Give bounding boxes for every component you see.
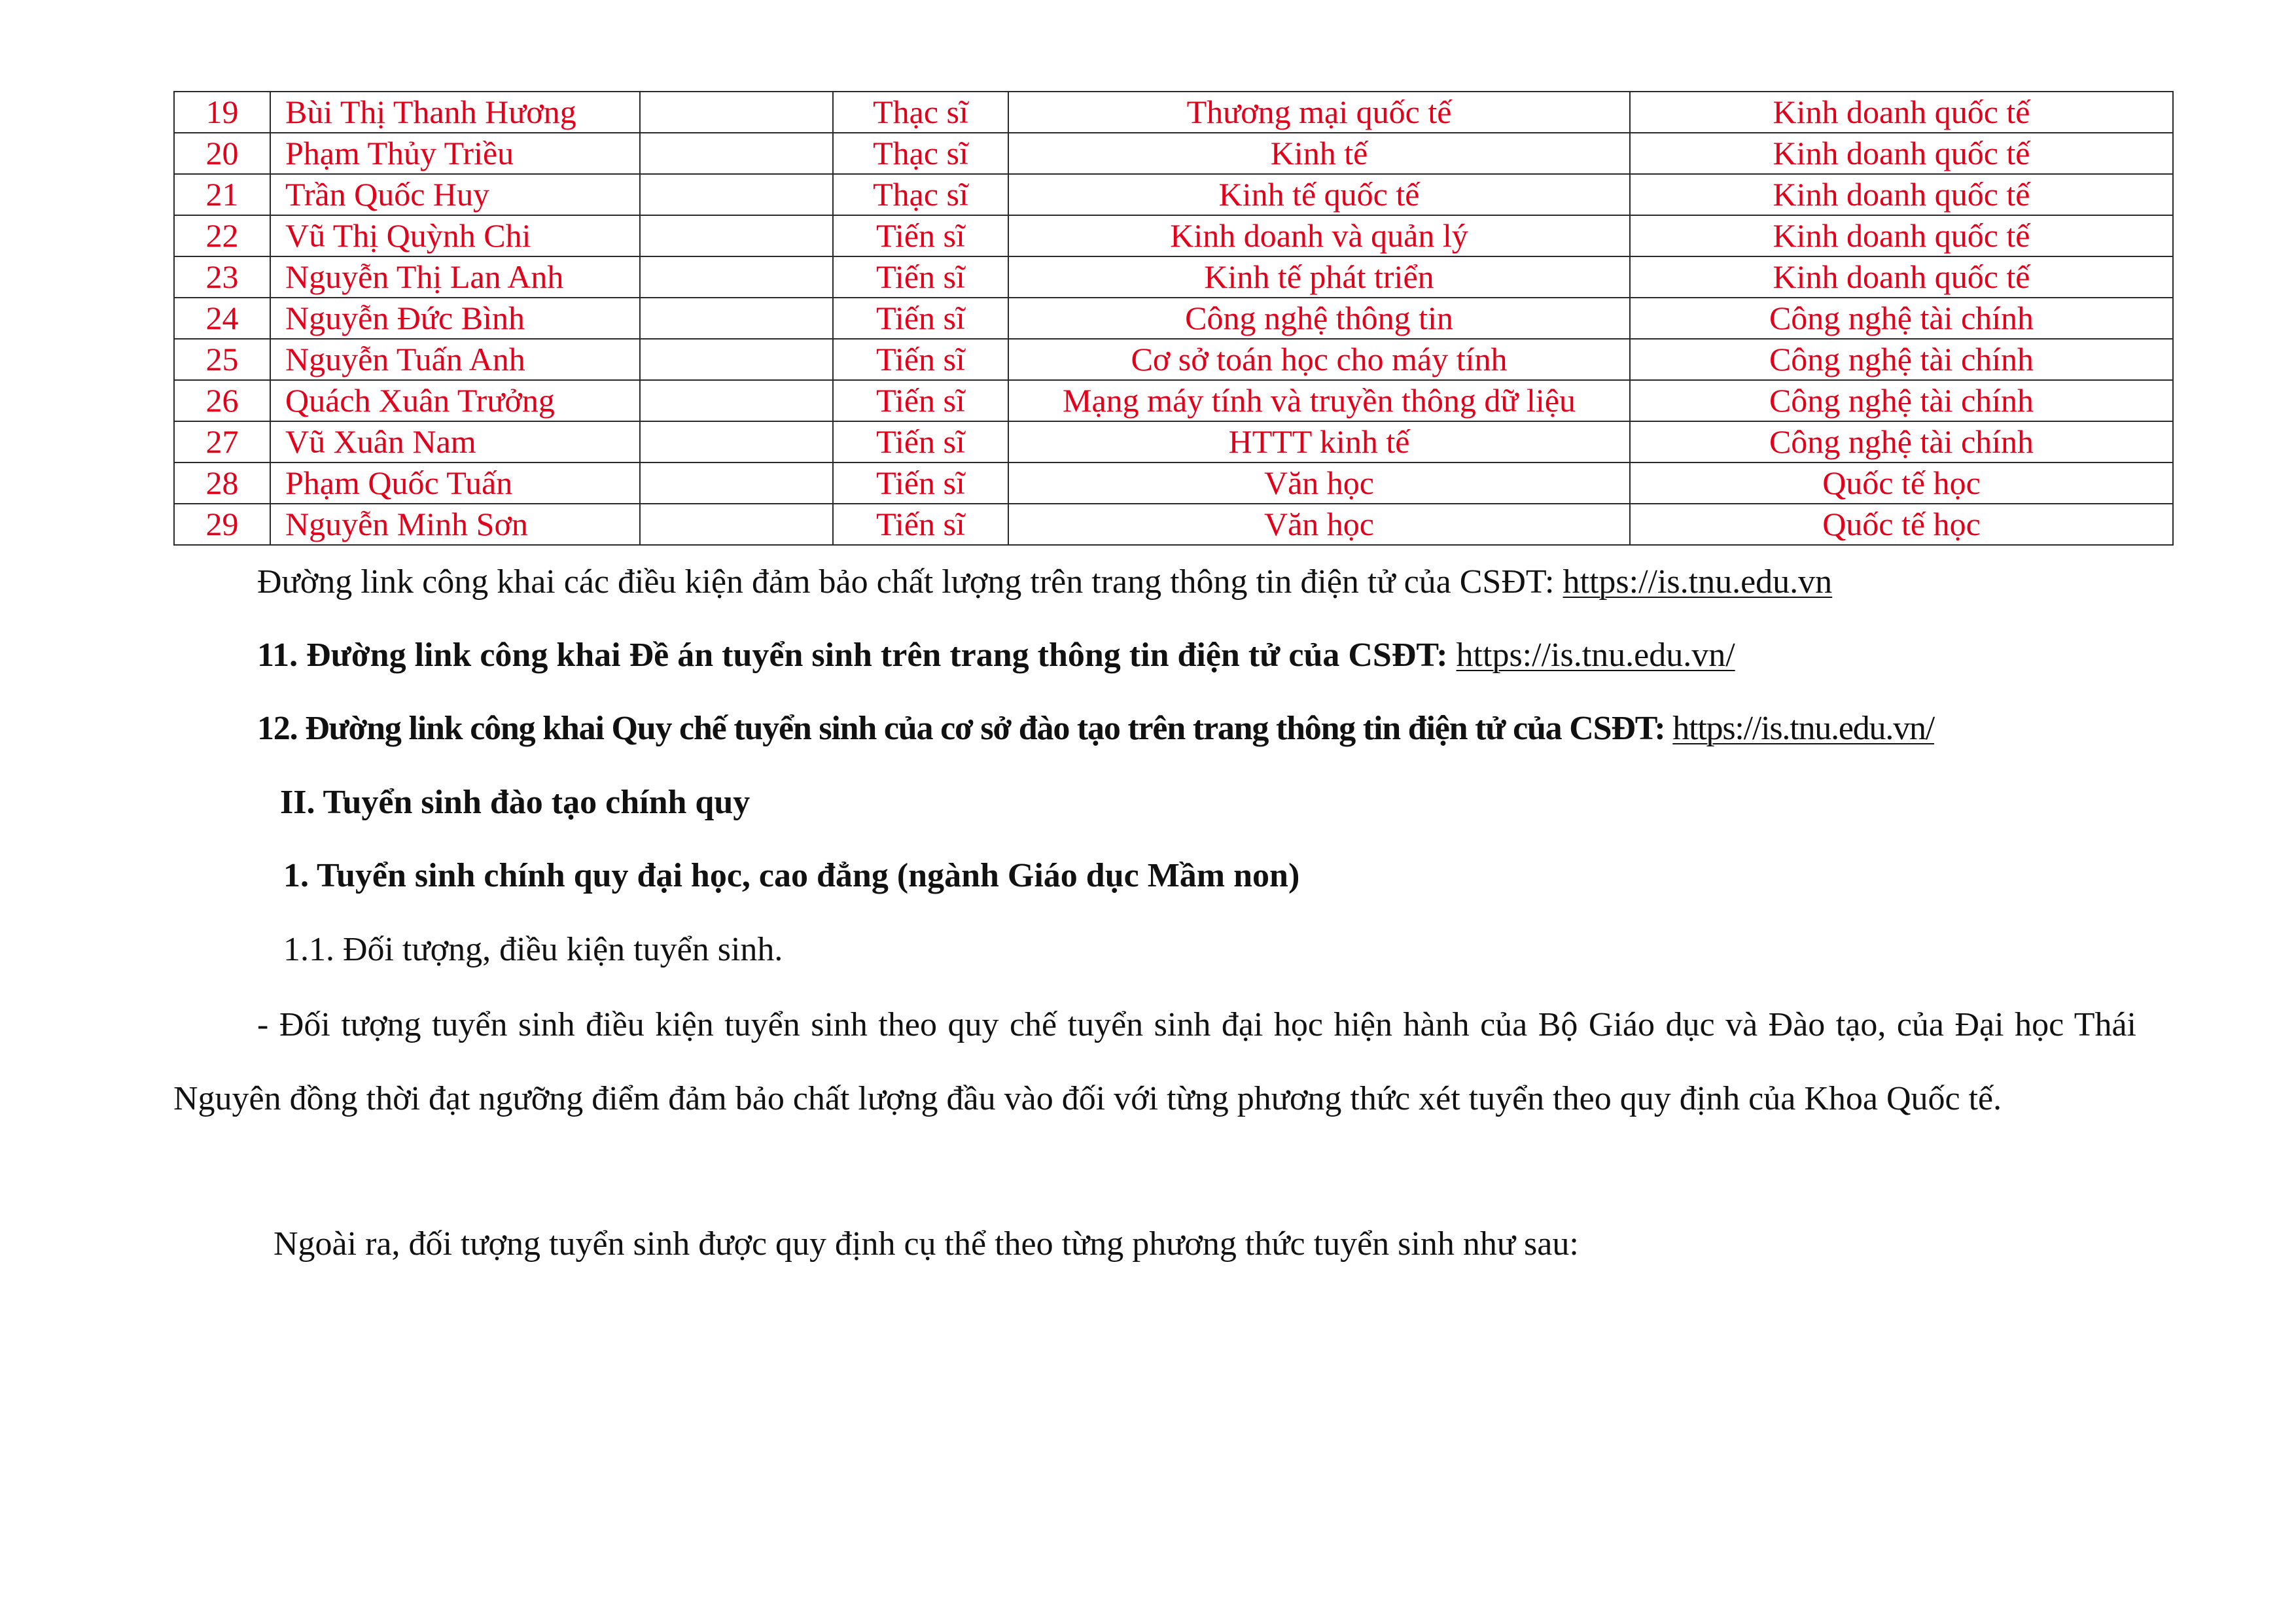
item-12-label: 12. Đường link công khai Quy chế tuyển sinh của cơ sở đào tạo trên trang thông tin điện tử của CSĐT: (257, 710, 1665, 747)
cell-stt: 22 (174, 215, 270, 256)
cell-name: Nguyễn Minh Sơn (270, 504, 640, 545)
cell-major: Mạng máy tính và truyền thông dữ liệu (1008, 380, 1630, 421)
cell-faculty: Kinh doanh quốc tế (1630, 174, 2173, 215)
cell-blank (640, 339, 833, 380)
cell-blank (640, 174, 833, 215)
cell-blank (640, 133, 833, 174)
cell-faculty: Công nghệ tài chính (1630, 380, 2173, 421)
table-row (174, 215, 2173, 256)
cell-blank (640, 462, 833, 504)
item-11-link[interactable]: https://is.tnu.edu.vn/ (1456, 637, 1735, 674)
cell-blank (640, 256, 833, 298)
cell-blank (640, 504, 833, 545)
cell-name: Nguyễn Tuấn Anh (270, 339, 640, 380)
cell-faculty: Quốc tế học (1630, 504, 2173, 545)
cell-name: Nguyễn Thị Lan Anh (270, 256, 640, 298)
cell-degree: Tiến sĩ (833, 215, 1008, 256)
cell-major: Kinh tế (1008, 133, 1630, 174)
paragraph-eligibility: - Đối tượng tuyển sinh điều kiện tuyển sinh theo quy chế tuyển sinh đại học hiện hành của Bộ Giáo dục và Đào tạo, của Đại học Thái Nguyên đồng thời đạt ngưỡng điểm đảm bảo chất lượng đầu vào đối với từng phương thức xét tuyển theo quy định của Khoa Quốc tế. (173, 1006, 2136, 1117)
cell-faculty: Công nghệ tài chính (1630, 339, 2173, 380)
section-2-heading (280, 782, 750, 824)
cell-stt: 28 (174, 462, 270, 504)
cell-degree: Thạc sĩ (833, 92, 1008, 133)
cell-stt: 20 (174, 133, 270, 174)
cell-major: Văn học (1008, 462, 1630, 504)
quality-link-text: Đường link công khai các điều kiện đảm bảo chất lượng trên trang thông tin điện tử của CSĐT: (257, 563, 1563, 601)
staff-table (173, 91, 2174, 546)
staff-table-body (174, 92, 2173, 545)
cell-name: Bùi Thị Thanh Hương (270, 92, 640, 133)
section-2-heading-text: II. Tuyển sinh đào tạo chính quy (280, 784, 751, 821)
cell-major: Kinh tế phát triển (1008, 256, 1630, 298)
cell-degree: Tiến sĩ (833, 462, 1008, 504)
cell-degree: Tiến sĩ (833, 380, 1008, 421)
cell-degree: Tiến sĩ (833, 256, 1008, 298)
cell-major: Văn học (1008, 504, 1630, 545)
cell-stt: 19 (174, 92, 270, 133)
paragraph-additional: Ngoài ra, đối tượng tuyển sinh được quy định cụ thể theo từng phương thức tuyển sinh như sau: (274, 1225, 1579, 1263)
cell-major: HTTT kinh tế (1008, 421, 1630, 462)
table-row (174, 380, 2173, 421)
table-row (174, 339, 2173, 380)
cell-degree: Tiến sĩ (833, 298, 1008, 339)
cell-faculty: Công nghệ tài chính (1630, 421, 2173, 462)
item-11-label: 11. Đường link công khai Đề án tuyển sinh trên trang thông tin điện tử của CSĐT: (257, 637, 1448, 674)
cell-name: Vũ Xuân Nam (270, 421, 640, 462)
table-row (174, 174, 2173, 215)
subsection-1-heading (283, 855, 1299, 897)
cell-stt: 26 (174, 380, 270, 421)
cell-blank (640, 92, 833, 133)
cell-faculty: Kinh doanh quốc tế (1630, 215, 2173, 256)
cell-stt: 29 (174, 504, 270, 545)
cell-major: Cơ sở toán học cho máy tính (1008, 339, 1630, 380)
cell-name: Phạm Quốc Tuấn (270, 462, 640, 504)
table-row (174, 256, 2173, 298)
cell-degree: Tiến sĩ (833, 421, 1008, 462)
quality-link[interactable]: https://is.tnu.edu.vn (1563, 563, 1833, 601)
cell-faculty: Kinh doanh quốc tế (1630, 256, 2173, 298)
cell-faculty: Kinh doanh quốc tế (1630, 92, 2173, 133)
item-12 (257, 708, 1934, 750)
cell-stt: 25 (174, 339, 270, 380)
cell-blank (640, 298, 833, 339)
cell-name: Quách Xuân Trưởng (270, 380, 640, 421)
cell-stt: 21 (174, 174, 270, 215)
item-11 (257, 635, 1735, 676)
cell-major: Thương mại quốc tế (1008, 92, 1630, 133)
table-row (174, 504, 2173, 545)
cell-name: Phạm Thủy Triều (270, 133, 640, 174)
cell-faculty: Công nghệ tài chính (1630, 298, 2173, 339)
item-12-link[interactable]: https://is.tnu.edu.vn/ (1672, 710, 1934, 747)
cell-stt: 27 (174, 421, 270, 462)
cell-name: Trần Quốc Huy (270, 174, 640, 215)
cell-degree: Thạc sĩ (833, 133, 1008, 174)
cell-stt: 24 (174, 298, 270, 339)
table-row (174, 421, 2173, 462)
cell-stt: 23 (174, 256, 270, 298)
cell-major: Kinh tế quốc tế (1008, 174, 1630, 215)
cell-major: Kinh doanh và quản lý (1008, 215, 1630, 256)
cell-faculty: Quốc tế học (1630, 462, 2173, 504)
quality-link-line (257, 561, 1832, 603)
cell-degree: Tiến sĩ (833, 504, 1008, 545)
cell-faculty: Kinh doanh quốc tế (1630, 133, 2173, 174)
cell-blank (640, 421, 833, 462)
item-1-1: 1.1. Đối tượng, điều kiện tuyển sinh. (283, 931, 783, 968)
table-row (174, 298, 2173, 339)
cell-major: Công nghệ thông tin (1008, 298, 1630, 339)
table-row (174, 133, 2173, 174)
cell-blank (640, 380, 833, 421)
cell-blank (640, 215, 833, 256)
table-row (174, 92, 2173, 133)
table-row (174, 462, 2173, 504)
cell-degree: Thạc sĩ (833, 174, 1008, 215)
cell-name: Nguyễn Đức Bình (270, 298, 640, 339)
cell-degree: Tiến sĩ (833, 339, 1008, 380)
subsection-1-heading-text: 1. Tuyển sinh chính quy đại học, cao đẳng (ngành Giáo dục Mầm non) (283, 857, 1300, 894)
cell-name: Vũ Thị Quỳnh Chi (270, 215, 640, 256)
